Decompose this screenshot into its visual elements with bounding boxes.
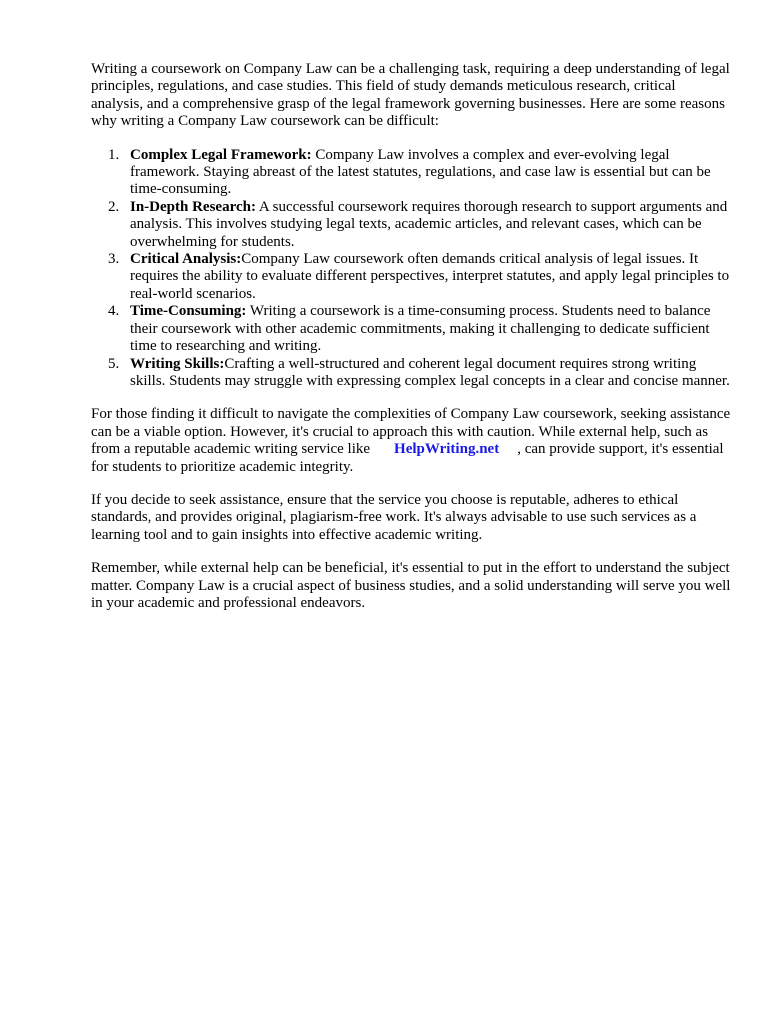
list-item-text: A successful coursework requires thorough research to support arguments and analysis. This involves studying legal texts, academic articles, and relevant cases, which can be overwhelming for students.	[130, 198, 728, 250]
list-item	[91, 147, 731, 199]
list-item-text: Writing a coursework is a time-consuming process. Students need to balance their coursework with other academic commitments, making it challenging to dedicate sufficient time to researching and writing.	[130, 303, 711, 355]
seek-assistance-paragraph: If you decide to seek assistance, ensure that the service you choose is reputable, adheres to ethical standards, and provides original, plagiarism-free work. It's always advisable to use such services as a learning tool and to gain insights into effective academic writing.	[91, 491, 697, 543]
list-item-title: Time-Consuming:	[130, 303, 247, 320]
list-item-title: Writing Skills:	[130, 355, 225, 372]
assistance-text-after: , can provide support, it's essential for students to prioritize academic integrity.	[91, 441, 724, 475]
list-item	[91, 356, 731, 391]
list-item	[91, 251, 731, 303]
list-item-text: Company Law coursework often demands critical analysis of legal issues. It requires the ability to evaluate different perspectives, interpret statutes, and apply legal principles to real-world scenarios.	[130, 251, 730, 302]
list-item-text: Crafting a well-structured and coherent legal document requires strong writing skills. Students may struggle with expressing complex legal concepts in a clear and concise manner.	[130, 355, 730, 389]
reasons-list	[91, 147, 731, 391]
list-item-number: 3.	[108, 251, 120, 268]
list-item-title: Critical Analysis:	[130, 251, 242, 268]
list-item-number: 1.	[108, 146, 120, 163]
assistance-text-before: For those finding it difficult to navigate the complexities of Company Law coursework, seeking assistance can be a viable option. However, it's crucial to approach this with caution. While external help, such as from a reputable academic writing service like	[91, 406, 731, 458]
conclusion-paragraph: Remember, while external help can be beneficial, it's essential to put in the effort to understand the subject matter. Company Law is a crucial aspect of business studies, and a solid understanding will serve you well in your academic and professional endeavors.	[91, 560, 731, 611]
assistance-paragraph	[91, 406, 731, 476]
document-page	[91, 61, 731, 628]
list-item-title: Complex Legal Framework:	[130, 146, 312, 163]
list-item	[91, 303, 731, 355]
list-item-number: 5.	[108, 355, 120, 372]
list-item-number: 2.	[108, 198, 120, 215]
helpwriting-link[interactable]: HelpWriting.net	[394, 441, 500, 458]
intro-paragraph: Writing a coursework on Company Law can be a challenging task, requiring a deep understanding of legal principles, regulations, and case studies. This field of study demands meticulous research, critical analysis, and a comprehensive grasp of the legal framework governing businesses. Here are some reasons why writing a Company Law coursework can be difficult:	[91, 61, 730, 130]
list-item	[91, 199, 731, 251]
list-item-text: Company Law involves a complex and ever-evolving legal framework. Staying abreast of the latest statutes, regulations, and case law is essential but can be time-consuming.	[130, 146, 711, 198]
list-item-number: 4.	[108, 303, 120, 320]
list-item-title: In-Depth Research:	[130, 198, 256, 215]
